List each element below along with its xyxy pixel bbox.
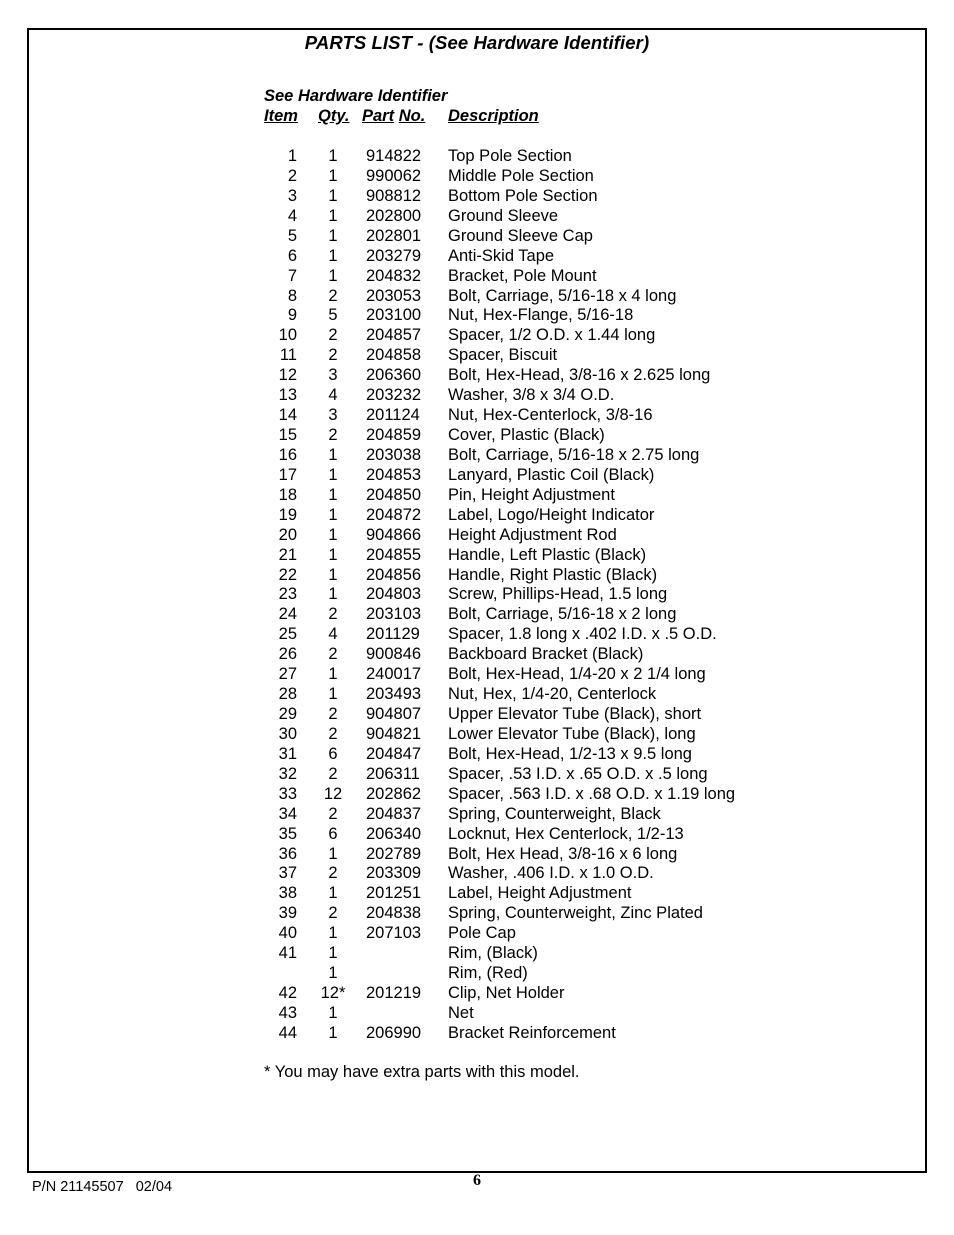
table-row — [0, 784, 954, 804]
table-row — [0, 863, 954, 883]
qty-cell: 3 — [328, 406, 338, 425]
part-number-cell: 204856 — [366, 565, 422, 584]
qty-cell: 1 — [328, 246, 338, 265]
qty-cell: 2 — [328, 605, 338, 624]
qty-cell: 1 — [328, 505, 338, 524]
qty-cell: 1 — [328, 186, 338, 205]
table-row — [0, 445, 954, 465]
description-cell: Nut, Hex-Centerlock, 3/8-16 — [448, 406, 653, 425]
item-cell: 9 — [287, 306, 297, 325]
item-cell: 23 — [278, 585, 297, 604]
description-cell: Ground Sleeve — [448, 206, 559, 225]
description-cell: Rim, (Black) — [448, 944, 538, 963]
description-cell: Nut, Hex-Flange, 5/16-18 — [448, 306, 634, 325]
header-qty-label: Qty. — [318, 107, 350, 125]
item-cell: 32 — [278, 764, 297, 783]
table-row — [0, 226, 954, 246]
part-number-cell: 202800 — [366, 206, 422, 225]
part-number-date: P/N 21145507 02/04 — [32, 1179, 173, 1195]
qty-cell: 1 — [328, 884, 338, 903]
description-cell: Top Pole Section — [448, 147, 572, 165]
table-row — [0, 146, 954, 166]
item-cell: 28 — [278, 685, 297, 704]
description-cell: Bolt, Hex-Head, 3/8-16 x 2.625 long — [448, 366, 711, 385]
qty-cell: 1 — [328, 445, 338, 464]
table-row — [0, 963, 954, 983]
table-row — [0, 485, 954, 505]
qty-cell: 1 — [328, 565, 338, 584]
item-cell: 39 — [278, 904, 297, 923]
part-number-cell: 203100 — [366, 306, 422, 325]
qty-cell: 1 — [328, 944, 338, 963]
item-cell: 30 — [278, 724, 297, 743]
part-number-cell: 201124 — [366, 406, 420, 425]
description-cell: Middle Pole Section — [448, 166, 594, 185]
header-part-no — [362, 107, 425, 126]
qty-cell: 2 — [328, 864, 338, 883]
description-cell: Bracket Reinforcement — [448, 1023, 616, 1042]
qty-cell: 1 — [328, 226, 338, 245]
item-cell: 33 — [278, 784, 297, 803]
description-cell: Screw, Phillips-Head, 1.5 long — [448, 585, 668, 604]
description-cell: Handle, Left Plastic (Black) — [448, 545, 647, 564]
table-row — [0, 325, 954, 345]
qty-cell: 2 — [328, 904, 338, 923]
description-cell: Lower Elevator Tube (Black), long — [448, 724, 696, 743]
part-number-cell: 204837 — [366, 804, 422, 823]
item-cell: 43 — [278, 1003, 297, 1022]
description-cell: Spacer, .53 I.D. x .65 O.D. x .5 long — [448, 764, 708, 783]
qty-cell: 4 — [328, 386, 338, 405]
part-number-cell: 904821 — [366, 724, 422, 743]
part-number-cell: 202862 — [366, 784, 422, 803]
part-number-cell: 904807 — [366, 705, 422, 724]
part-number-cell: 204859 — [366, 426, 422, 445]
description-cell: Upper Elevator Tube (Black), short — [448, 705, 702, 724]
qty-cell: 5 — [328, 306, 338, 325]
table-row — [0, 286, 954, 306]
description-cell: Backboard Bracket (Black) — [448, 645, 644, 664]
description-cell: Spacer, .563 I.D. x .68 O.D. x 1.19 long — [448, 784, 736, 803]
part-number-cell: 203309 — [366, 864, 422, 883]
qty-cell: 2 — [328, 705, 338, 724]
part-number-cell: 203493 — [366, 685, 422, 704]
qty-cell: 12* — [320, 984, 346, 1003]
qty-cell: 1 — [328, 465, 338, 484]
description-cell: Bolt, Hex Head, 3/8-16 x 6 long — [448, 844, 678, 863]
footnote: * You may have extra parts with this model. — [264, 1063, 580, 1081]
page-number: 6 — [473, 1172, 481, 1189]
part-number-cell: 206311 — [366, 764, 420, 783]
header-item-label: Item — [264, 107, 298, 125]
part-number-cell: 204850 — [366, 485, 422, 504]
table-row — [0, 624, 954, 644]
part-number-cell: 207103 — [366, 924, 422, 943]
table-row — [0, 345, 954, 365]
item-cell: 15 — [278, 426, 297, 445]
item-cell: 29 — [278, 705, 297, 724]
table-row — [0, 983, 954, 1003]
description-cell: Spring, Counterweight, Zinc Plated — [448, 904, 703, 923]
description-cell: Washer, 3/8 x 3/4 O.D. — [448, 386, 615, 405]
item-cell: 20 — [278, 525, 297, 544]
table-row — [0, 1023, 954, 1043]
qty-cell: 1 — [328, 147, 338, 165]
item-cell: 10 — [278, 326, 297, 345]
table-row — [0, 844, 954, 864]
item-cell: 3 — [287, 186, 297, 205]
description-cell: Bolt, Hex-Head, 1/4-20 x 2 1/4 long — [448, 665, 706, 684]
description-cell: Label, Logo/Height Indicator — [448, 505, 655, 524]
qty-cell: 1 — [328, 525, 338, 544]
part-number-cell: 203232 — [366, 386, 422, 405]
item-cell: 12 — [278, 366, 297, 385]
table-row — [0, 604, 954, 624]
table-row — [0, 246, 954, 266]
part-number-cell: 204858 — [366, 346, 422, 365]
table-row — [0, 923, 954, 943]
table-row — [0, 545, 954, 565]
item-cell: 27 — [278, 665, 297, 684]
description-cell: Ground Sleeve Cap — [448, 226, 593, 245]
part-number-cell: 203053 — [366, 286, 422, 305]
part-number-cell: 240017 — [366, 665, 422, 684]
part-number-cell: 204872 — [366, 505, 422, 524]
item-cell: 41 — [278, 944, 297, 963]
subheading: See Hardware Identifier — [264, 87, 448, 105]
header-qty — [318, 107, 349, 126]
qty-cell: 12 — [323, 784, 343, 803]
description-cell: Bolt, Carriage, 5/16-18 x 4 long — [448, 286, 677, 305]
part-number-cell: 203103 — [366, 605, 422, 624]
part-number-cell: 201219 — [366, 984, 422, 1003]
table-row — [0, 266, 954, 286]
qty-cell: 2 — [328, 804, 338, 823]
item-cell: 42 — [278, 984, 297, 1003]
qty-cell: 3 — [328, 366, 338, 385]
part-number-cell: 204838 — [366, 904, 422, 923]
table-row — [0, 664, 954, 684]
qty-cell: 1 — [328, 545, 338, 564]
qty-cell: 2 — [328, 426, 338, 445]
qty-cell: 1 — [328, 964, 338, 983]
description-cell: Washer, .406 I.D. x 1.0 O.D. — [448, 864, 654, 883]
item-cell: 22 — [278, 565, 297, 584]
item-cell: 11 — [279, 346, 297, 365]
item-cell: 7 — [287, 266, 297, 285]
table-row — [0, 565, 954, 585]
table-row — [0, 584, 954, 604]
table-row — [0, 186, 954, 206]
description-cell: Bottom Pole Section — [448, 186, 598, 205]
item-cell: 19 — [278, 505, 297, 524]
table-row — [0, 365, 954, 385]
part-number-cell: 908812 — [366, 186, 422, 205]
qty-cell: 1 — [328, 206, 338, 225]
item-cell: 2 — [287, 166, 297, 185]
description-cell: Bolt, Hex-Head, 1/2-13 x 9.5 long — [448, 744, 692, 763]
part-number-cell: 904866 — [366, 525, 422, 544]
header-part-label: Part — [362, 107, 395, 125]
item-cell: 14 — [278, 406, 297, 425]
page-title: PARTS LIST - (See Hardware Identifier) — [304, 32, 650, 53]
part-number-cell: 914822 — [366, 147, 422, 165]
item-cell: 34 — [278, 804, 297, 823]
part-number-cell: 202801 — [366, 226, 422, 245]
item-cell: 5 — [287, 226, 297, 245]
table-row — [0, 525, 954, 545]
item-cell: 25 — [278, 625, 297, 644]
description-cell: Spacer, Biscuit — [448, 346, 558, 365]
description-cell: Label, Height Adjustment — [448, 884, 632, 903]
description-cell: Locknut, Hex Centerlock, 1/2-13 — [448, 824, 684, 843]
table-row — [0, 166, 954, 186]
qty-cell: 1 — [328, 485, 338, 504]
description-cell: Anti-Skid Tape — [448, 246, 555, 265]
part-number-cell: 204857 — [366, 326, 422, 345]
part-number-cell: 204847 — [366, 744, 422, 763]
part-number-cell: 201129 — [366, 625, 420, 644]
qty-cell: 1 — [328, 924, 338, 943]
item-cell: 36 — [278, 844, 297, 863]
description-cell: Spacer, 1.8 long x .402 I.D. x .5 O.D. — [448, 625, 717, 644]
description-cell: Pin, Height Adjustment — [448, 485, 615, 504]
part-number-cell: 203279 — [366, 246, 422, 265]
qty-cell: 1 — [328, 585, 338, 604]
description-cell: Handle, Right Plastic (Black) — [448, 565, 658, 584]
item-cell: 37 — [278, 864, 297, 883]
table-row — [0, 1003, 954, 1023]
item-cell: 18 — [278, 485, 297, 504]
header-description-label: Description — [448, 107, 539, 125]
qty-cell: 2 — [328, 286, 338, 305]
header-description — [448, 107, 539, 126]
part-number-cell: 204803 — [366, 585, 422, 604]
table-row — [0, 425, 954, 445]
qty-cell: 1 — [328, 266, 338, 285]
table-row — [0, 684, 954, 704]
qty-cell: 1 — [328, 1003, 338, 1022]
table-row — [0, 405, 954, 425]
item-cell: 17 — [278, 465, 297, 484]
part-number-cell: 206360 — [366, 366, 422, 385]
table-row — [0, 804, 954, 824]
item-cell: 24 — [278, 605, 297, 624]
description-cell: Spring, Counterweight, Black — [448, 804, 661, 823]
qty-cell: 6 — [328, 744, 338, 763]
item-cell: 6 — [287, 246, 297, 265]
qty-cell: 2 — [328, 346, 338, 365]
table-row — [0, 943, 954, 963]
item-cell: 21 — [278, 545, 297, 564]
table-row — [0, 465, 954, 485]
qty-cell: 6 — [328, 824, 338, 843]
part-number-cell: 204853 — [366, 465, 422, 484]
part-number-cell: 204832 — [366, 266, 422, 285]
qty-cell: 2 — [328, 724, 338, 743]
description-cell: Spacer, 1/2 O.D. x 1.44 long — [448, 326, 656, 345]
table-row — [0, 305, 954, 325]
part-number-cell: 203038 — [366, 445, 422, 464]
qty-cell: 1 — [328, 1023, 338, 1042]
description-cell: Net — [448, 1003, 474, 1022]
table-row — [0, 764, 954, 784]
item-cell: 13 — [278, 386, 297, 405]
part-number-cell: 202789 — [366, 844, 422, 863]
description-cell: Rim, (Red) — [448, 964, 528, 983]
table-row — [0, 724, 954, 744]
qty-cell: 1 — [328, 844, 338, 863]
item-cell: 31 — [278, 744, 297, 763]
description-cell: Clip, Net Holder — [448, 984, 565, 1003]
table-row — [0, 385, 954, 405]
qty-cell: 2 — [328, 645, 338, 664]
part-number-cell: 204855 — [366, 545, 422, 564]
item-cell: 8 — [287, 286, 297, 305]
item-cell: 16 — [278, 445, 297, 464]
table-row — [0, 883, 954, 903]
qty-cell: 1 — [328, 685, 338, 704]
item-cell: 40 — [278, 924, 297, 943]
description-cell: Pole Cap — [448, 924, 516, 943]
table-row — [0, 704, 954, 724]
qty-cell: 2 — [328, 326, 338, 345]
item-cell: 1 — [287, 147, 297, 165]
qty-cell: 4 — [328, 625, 338, 644]
description-cell: Lanyard, Plastic Coil (Black) — [448, 465, 655, 484]
qty-cell: 2 — [328, 764, 338, 783]
table-row — [0, 206, 954, 226]
header-no-label: No. — [398, 107, 426, 125]
qty-cell: 1 — [328, 665, 338, 684]
header-item — [264, 107, 298, 126]
item-cell: 26 — [278, 645, 297, 664]
item-cell: 38 — [278, 884, 297, 903]
table-row — [0, 644, 954, 664]
description-cell: Height Adjustment Rod — [448, 525, 617, 544]
part-number-cell: 206990 — [366, 1023, 422, 1042]
item-cell: 44 — [278, 1023, 297, 1042]
table-row — [0, 744, 954, 764]
table-row — [0, 903, 954, 923]
part-number-cell: 900846 — [366, 645, 422, 664]
qty-cell: 1 — [328, 166, 338, 185]
table-row — [0, 505, 954, 525]
part-number-cell: 206340 — [366, 824, 422, 843]
item-cell: 35 — [278, 824, 297, 843]
item-cell: 4 — [287, 206, 297, 225]
part-number-cell: 201251 — [366, 884, 422, 903]
description-cell: Bolt, Carriage, 5/16-18 x 2 long — [448, 605, 677, 624]
description-cell: Nut, Hex, 1/4-20, Centerlock — [448, 685, 657, 704]
description-cell: Cover, Plastic (Black) — [448, 426, 605, 445]
description-cell: Bolt, Carriage, 5/16-18 x 2.75 long — [448, 445, 700, 464]
part-number-cell: 990062 — [366, 166, 422, 185]
table-row — [0, 824, 954, 844]
description-cell: Bracket, Pole Mount — [448, 266, 597, 285]
